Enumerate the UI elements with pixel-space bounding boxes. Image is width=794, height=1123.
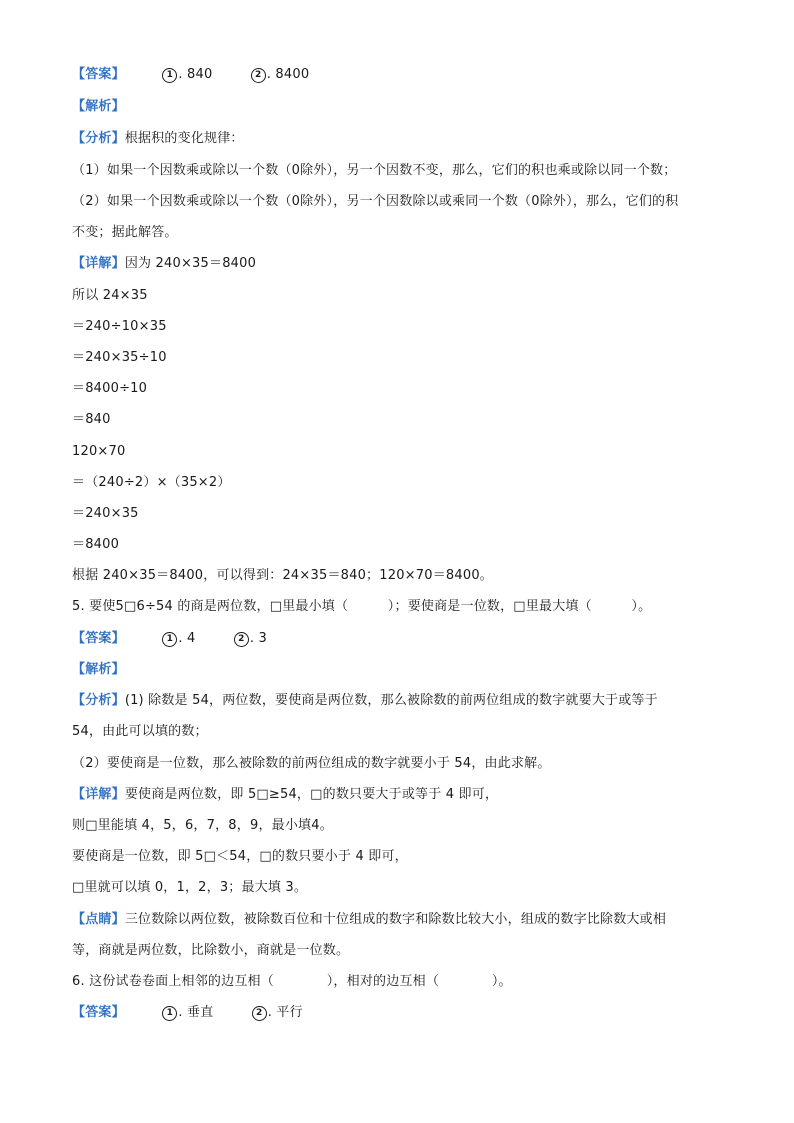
calc-step: ＝240×35 <box>72 506 139 521</box>
analysis-dianjing: 【点睛】三位数除以两位数，被除数百位和十位组成的数字和除数比较大小，组成的数字比除数大或相 <box>72 912 667 927</box>
answer-item-1: 1 . 垂直 <box>162 1004 213 1022</box>
answer-label: 【答案】 <box>72 67 125 82</box>
analysis-heading: 【解析】 <box>72 99 125 114</box>
answer-row-1 <box>72 66 343 84</box>
circled-number: 1 <box>162 632 177 647</box>
analysis-xiangjie: 【详解】要使商是两位数，即 5□≥54，□的数只要大于或等于 4 即可， <box>72 787 499 802</box>
answer-item-1: 1 . 4 <box>162 630 195 648</box>
xiangjie-line: □里就可以填 0，1，2，3；最大填 3。 <box>72 880 308 895</box>
rule-1: （1）如果一个因数乘或除以一个数（0除外），另一个因数不变，那么，它们的积也乘或除以同一个数； <box>72 163 677 178</box>
answer-row-5 <box>72 630 301 648</box>
xiangjie-line: 则□里能填 4，5，6，7，8，9，最小填4。 <box>72 818 333 833</box>
calc-step: ＝（240÷2）×（35×2） <box>72 475 231 490</box>
analysis-xiangjie: 【详解】因为 240×35＝8400 <box>72 256 257 271</box>
answer-item-1: 1 . 840 <box>162 66 212 84</box>
rule-2-line-1: （2）如果一个因数乘或除以一个数（0除外），另一个因数除以或乘同一个数（0除外），那么，它们的积 <box>72 194 679 209</box>
xiangjie-line: 要使商是一位数，即 5□＜54，□的数只要小于 4 即可， <box>72 849 408 864</box>
circled-number: 1 <box>162 68 177 83</box>
question-6: 6. 这份试卷卷面上相邻的边互相（ ），相对的边互相（ ）。 <box>72 974 512 989</box>
answer-label: 【答案】 <box>72 1005 125 1020</box>
answer-label: 【答案】 <box>72 631 125 646</box>
fenxi-line: 54，由此可以填的数； <box>72 724 208 739</box>
calc-step: ＝840 <box>72 412 111 427</box>
calc-step: 所以 24×35 <box>72 288 148 303</box>
answer-item-2: 2 . 3 <box>234 630 267 648</box>
circled-number: 2 <box>234 632 249 647</box>
analysis-fenxi: 【分析】根据积的变化规律： <box>72 131 244 146</box>
fenxi-line: （2）要使商是一位数，那么被除数的前两位组成的数字就要小于 54，由此求解。 <box>72 756 551 771</box>
calc-step: 120×70 <box>72 444 126 459</box>
dianjing-line: 等，商就是两位数，比除数小，商就是一位数。 <box>72 943 350 958</box>
answer-row-6 <box>72 1004 337 1022</box>
circled-number: 2 <box>251 68 266 83</box>
answer-item-2: 2 . 8400 <box>251 66 310 84</box>
calc-step: ＝8400 <box>72 537 120 552</box>
answer-item-2: 2 . 平行 <box>252 1004 303 1022</box>
calc-step: ＝8400÷10 <box>72 381 148 396</box>
circled-number: 1 <box>162 1006 177 1021</box>
analysis-fenxi: 【分析】(1) 除数是 54，两位数，要使商是两位数，那么被除数的前两位组成的数字就要大于或等于 <box>72 693 658 708</box>
calc-step: ＝240÷10×35 <box>72 319 167 334</box>
rule-2-line-2: 不变；据此解答。 <box>72 225 178 240</box>
conclusion: 根据 240×35＝8400，可以得到：24×35＝840；120×70＝8400。 <box>72 568 493 583</box>
question-5: 5. 要使5□6÷54 的商是两位数，□里最小填（ ）；要使商是一位数，□里最大填（ ）。 <box>72 599 652 614</box>
circled-number: 2 <box>252 1006 267 1021</box>
calc-step: ＝240×35÷10 <box>72 350 167 365</box>
analysis-heading: 【解析】 <box>72 662 125 677</box>
